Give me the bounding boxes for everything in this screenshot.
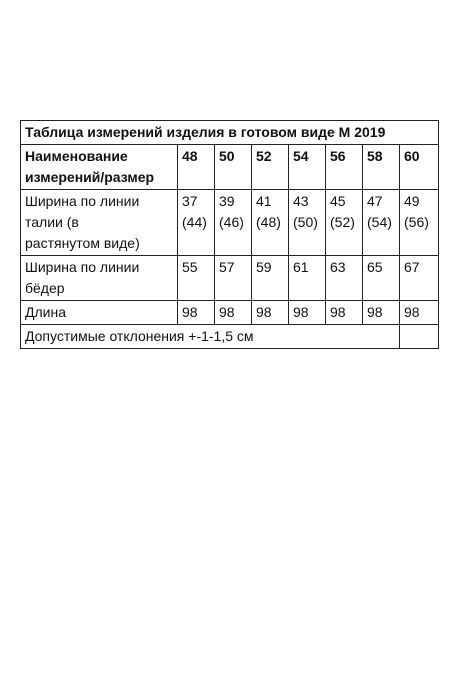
value-cell: 57 <box>215 256 252 301</box>
value-cell: 98 <box>252 301 289 325</box>
tolerance-note: Допустимые отклонения +-1-1,5 см <box>21 325 400 349</box>
row-label <box>21 256 178 301</box>
measurement-table <box>20 120 439 349</box>
value-cell: 98 <box>400 301 439 325</box>
header-label-cell <box>21 145 178 190</box>
footer-row <box>21 325 439 349</box>
value-stretched: (52) <box>330 214 355 230</box>
row-label <box>21 190 178 256</box>
size-header: 56 <box>326 145 363 190</box>
table-row <box>21 301 439 325</box>
row-label-line: Ширина по линии <box>25 259 140 275</box>
value-stretched: (56) <box>404 214 429 230</box>
table-row <box>21 190 439 256</box>
value-cell: 61 <box>289 256 326 301</box>
value-cell: 55 <box>178 256 215 301</box>
value-stretched: (54) <box>367 214 392 230</box>
value-cell: 98 <box>215 301 252 325</box>
value-stretched: (50) <box>293 214 318 230</box>
value-main: 43 <box>293 193 309 209</box>
size-header: 48 <box>178 145 215 190</box>
value-cell: 59 <box>252 256 289 301</box>
value-cell: 98 <box>289 301 326 325</box>
table-row <box>21 256 439 301</box>
value-main: 49 <box>404 193 420 209</box>
value-cell <box>252 190 289 256</box>
row-label-line: Ширина по линии <box>25 193 140 209</box>
value-cell <box>326 190 363 256</box>
size-header: 58 <box>363 145 400 190</box>
value-cell: 98 <box>326 301 363 325</box>
header-label-line: измерений/размер <box>25 169 155 185</box>
size-header: 52 <box>252 145 289 190</box>
title-row <box>21 121 439 145</box>
value-cell: 98 <box>363 301 400 325</box>
value-cell <box>289 190 326 256</box>
row-label-line: бёдер <box>25 280 65 296</box>
row-label-line: растянутом виде) <box>25 235 140 251</box>
table-title: Таблица измерений изделия в готовом виде М 2019 <box>21 121 439 145</box>
row-label-line: Длина <box>25 304 66 320</box>
value-main: 39 <box>219 193 235 209</box>
header-label-line: Наименование <box>25 148 128 164</box>
empty-cell <box>400 325 439 349</box>
value-cell: 63 <box>326 256 363 301</box>
size-header: 50 <box>215 145 252 190</box>
value-cell <box>215 190 252 256</box>
size-header: 60 <box>400 145 439 190</box>
value-main: 41 <box>256 193 272 209</box>
value-main: 45 <box>330 193 346 209</box>
value-cell: 98 <box>178 301 215 325</box>
value-main: 37 <box>182 193 198 209</box>
size-header: 54 <box>289 145 326 190</box>
value-main: 47 <box>367 193 383 209</box>
value-cell: 67 <box>400 256 439 301</box>
value-stretched: (44) <box>182 214 207 230</box>
value-cell <box>400 190 439 256</box>
row-label-line: талии (в <box>25 214 79 230</box>
row-label <box>21 301 178 325</box>
value-cell <box>363 190 400 256</box>
header-row <box>21 145 439 190</box>
value-cell: 65 <box>363 256 400 301</box>
value-cell <box>178 190 215 256</box>
value-stretched: (48) <box>256 214 281 230</box>
value-stretched: (46) <box>219 214 244 230</box>
